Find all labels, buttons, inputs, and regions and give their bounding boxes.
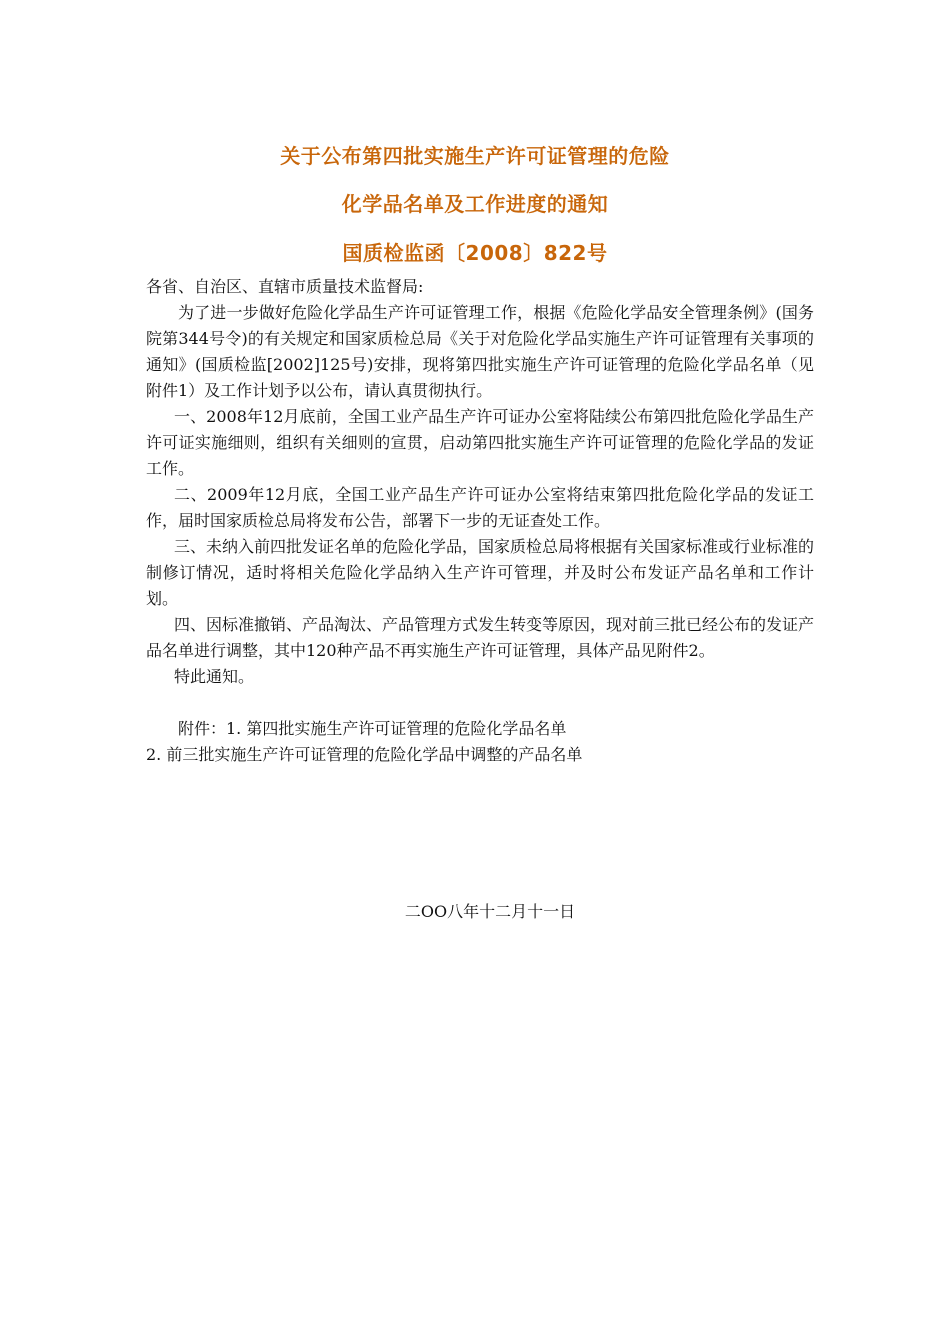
attachment-line-1: 附件：1. 第四批实施生产许可证管理的危险化学品名单 [178,719,567,738]
intro-paragraph: 为了进一步做好危险化学品生产许可证管理工作，根据《危险化学品安全管理条例》(国务院第344号令)的有关规定和国家质检总局《关于对危险化学品实施生产许可证管理有关事项的通知》(国质检监[2002]125号)安排，现将第四批实施生产许可证管理的危险化学品名单（见附件1）及工作计划予以公布，请认真贯彻执行。 [146,303,814,400]
document-number: 国质检监函〔2008〕822号 [342,241,608,265]
closing-line: 特此通知。 [174,667,255,686]
attachment-line-2: 2. 前三批实施生产许可证管理的危险化学品中调整的产品名单 [146,745,583,764]
title-line-1: 关于公布第四批实施生产许可证管理的危险 [280,144,670,168]
title-line-2: 化学品名单及工作进度的通知 [341,192,609,216]
item-paragraph-4: 四、因标准撤销、产品淘汰、产品管理方式发生转变等原因，现对前三批已经公布的发证产品名单进行调整，其中120种产品不再实施生产许可证管理，具体产品见附件2。 [146,615,815,660]
document-body [146,274,814,768]
salutation: 各省、自治区、直辖市质量技术监督局: [146,277,424,296]
document-date: 二OO八年十二月十一日 [404,902,576,921]
item-paragraph-1: 一、2008年12月底前，全国工业产品生产许可证办公室将陆续公布第四批危险化学品生产许可证实施细则，组织有关细则的宣贯，启动第四批实施生产许可证管理的危险化学品的发证工作。 [146,407,814,478]
item-paragraph-3: 三、未纳入前四批发证名单的危险化学品，国家质检总局将根据有关国家标准或行业标准的制修订情况，适时将相关危险化学品纳入生产许可管理，并及时公布发证产品名单和工作计划。 [146,537,815,608]
item-paragraph-2: 二、2009年12月底，全国工业产品生产许可证办公室将结束第四批危险化学品的发证工作，届时国家质检总局将发布公告，部署下一步的无证查处工作。 [146,485,814,530]
